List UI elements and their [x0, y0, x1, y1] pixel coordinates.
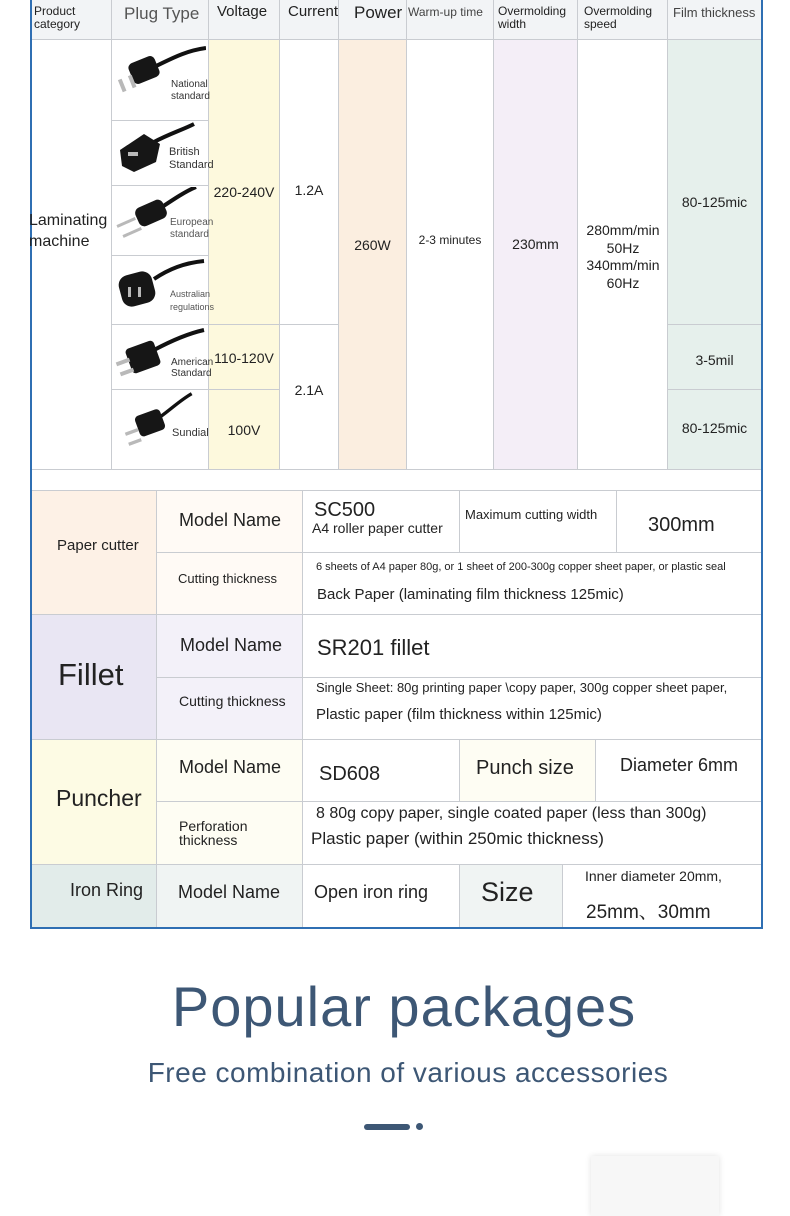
punch-size-label: Punch size	[476, 757, 574, 779]
paper-cutter-thickness-line1: 6 sheets of A4 paper 80g, or 1 sheet of 200-300g copper sheet paper, or plastic seal	[316, 561, 726, 573]
film-thickness-value-3: 80-125mic	[681, 420, 748, 436]
iron-ring-model-value: Open iron ring	[314, 882, 429, 902]
fillet-thickness-line1: Single Sheet: 80g printing paper \copy paper, 300g copper sheet paper,	[316, 680, 728, 695]
packages-title: Popular packages	[171, 974, 637, 1038]
max-cutting-width-label: Maximum cutting width	[465, 507, 598, 522]
perforation-thickness-label: Perforation thickness	[179, 818, 248, 848]
power-value: 260W	[354, 237, 391, 253]
plug-label-australian: Australian regulations	[170, 289, 215, 312]
plug-label-national: National standard	[171, 79, 210, 102]
paper-cutter-model-desc: A4 roller paper cutter	[312, 520, 443, 536]
sundial-plug-icon	[114, 392, 206, 452]
paper-cutter-thickness-label: Cutting thickness	[178, 571, 277, 586]
header-film-thickness: Film thickness	[673, 5, 756, 20]
iron-ring-size-label: Size	[481, 877, 534, 907]
section-divider-dot	[416, 1123, 423, 1130]
film-column-bg	[668, 40, 761, 469]
fillet-thickness-line2: Plastic paper (film thickness within 125mic)	[316, 706, 602, 723]
paper-cutter-model-label: Model Name	[179, 510, 282, 530]
fillet-model-label: Model Name	[180, 635, 283, 655]
header-current: Current	[288, 3, 339, 20]
current-value-1: 1.2A	[294, 182, 324, 198]
max-cutting-width-value: 300mm	[648, 514, 715, 536]
film-thickness-value-1: 80-125mic	[681, 194, 748, 210]
perforation-thickness-line2: Plastic paper (within 250mic thickness)	[311, 829, 604, 848]
plug-label-british: British Standard	[169, 146, 214, 171]
paper-cutter-category: Paper cutter	[57, 537, 139, 554]
header-power: Power	[354, 3, 403, 22]
packages-subtitle: Free combination of various accessories	[147, 1057, 669, 1088]
package-product-image	[591, 1156, 719, 1216]
plug-label-european: European standard	[170, 217, 214, 240]
perforation-thickness-line1: 8 80g copy paper, single coated paper (less than 300g)	[316, 805, 707, 822]
paper-cutter-thickness-line2: Back Paper (laminating film thickness 125mic)	[317, 586, 624, 603]
voltage-value-2: 110-120V	[214, 350, 274, 366]
plug-label-american: American Standard	[171, 357, 214, 379]
header-product-category: Product category	[34, 4, 81, 31]
laminating-machine-category: Laminating machine	[29, 212, 108, 250]
header-voltage: Voltage	[217, 3, 268, 20]
iron-ring-size-line1: Inner diameter 20mm,	[585, 868, 722, 884]
puncher-model-label: Model Name	[179, 757, 282, 777]
film-thickness-value-2: 3-5mil	[695, 352, 734, 368]
iron-ring-model-label: Model Name	[178, 882, 281, 902]
header-plug-type: Plug Type	[124, 4, 200, 23]
puncher-model-value: SD608	[319, 763, 381, 785]
fillet-thickness-label: Cutting thickness	[179, 693, 286, 709]
voltage-value-3: 100V	[227, 422, 261, 438]
iron-ring-category: Iron Ring	[70, 880, 144, 900]
punch-size-value: Diameter 6mm	[620, 755, 739, 775]
header-overmolding-speed: Overmolding speed	[584, 4, 653, 31]
current-value-2: 2.1A	[294, 382, 324, 398]
puncher-category: Puncher	[56, 785, 142, 811]
paper-cutter-model-code: SC500	[314, 499, 376, 521]
header-overmolding-width: Overmolding width	[498, 4, 567, 31]
header-warmup-time: Warm-up time	[408, 5, 483, 19]
overmolding-speed-value: 280mm/min 50Hz 340mm/min 60Hz	[586, 222, 660, 291]
plug-label-sundial: Sundial	[172, 427, 209, 439]
voltage-column-bg	[209, 40, 279, 469]
voltage-value-1: 220-240V	[213, 184, 275, 200]
warmup-value: 2-3 minutes	[418, 233, 482, 247]
fillet-category: Fillet	[58, 657, 124, 692]
fillet-model-value: SR201 fillet	[317, 635, 430, 660]
section-divider-bar	[364, 1124, 410, 1130]
overmolding-width-value: 230mm	[512, 236, 559, 252]
iron-ring-size-line2: 25mm、30mm	[586, 902, 711, 923]
